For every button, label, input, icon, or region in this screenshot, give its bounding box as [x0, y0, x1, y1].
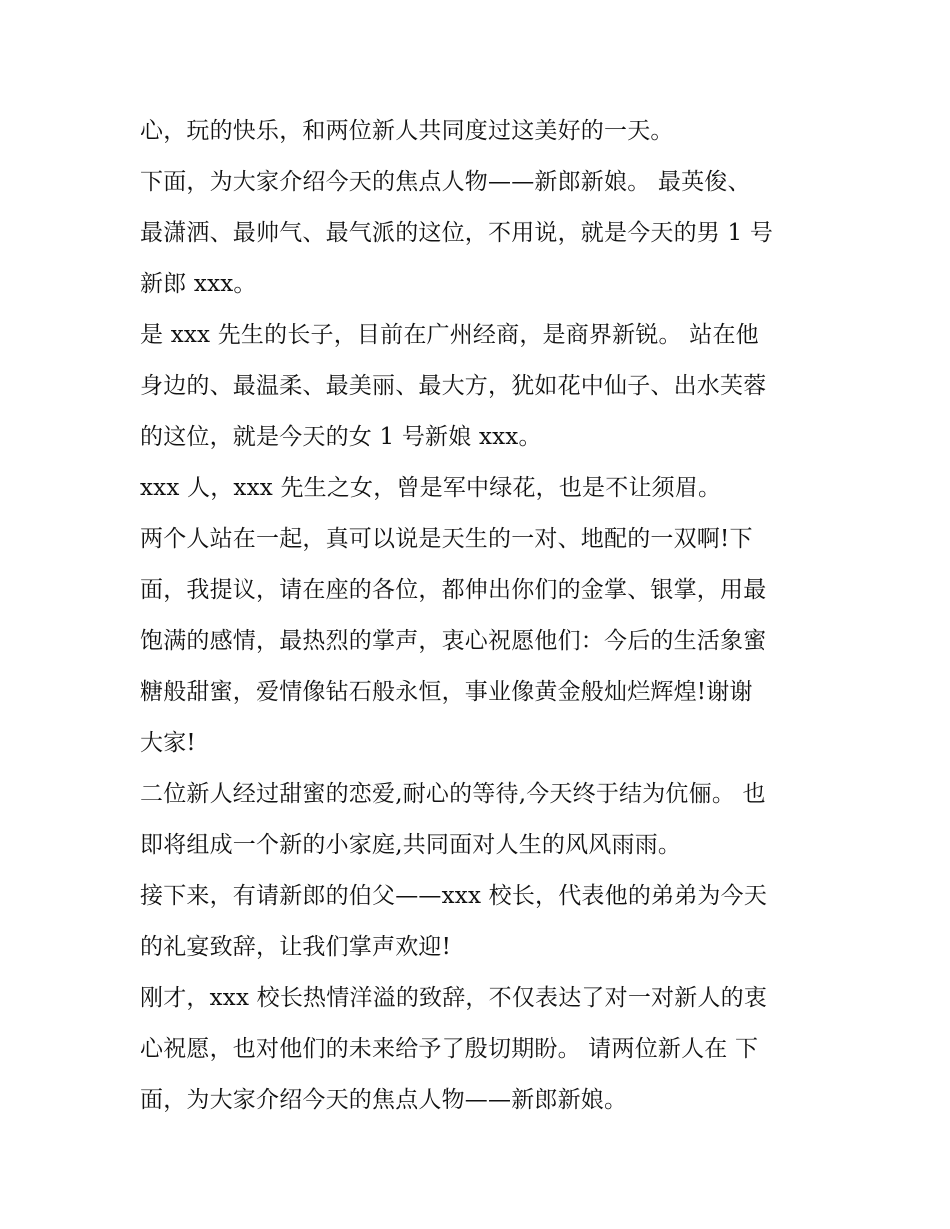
text-line: 面，为大家介绍今天的焦点人物——新郎新娘。: [140, 1087, 628, 1113]
text-line: 心，玩的快乐，和两位新人共同度过这美好的一天。: [140, 118, 674, 144]
text-line: 下面，为大家介绍今天的焦点人物——新郎新娘。 最英俊、: [140, 169, 751, 195]
text-line: 二位新人经过甜蜜的恋爱,耐心的等待,今天终于结为伉俪。 也: [140, 781, 766, 807]
text-line: 糖般甜蜜，爱情像钻石般永恒，事业像黄金般灿烂辉煌!谢谢: [140, 679, 753, 705]
text-line: 心祝愿，也对他们的未来给予了殷切期盼。 请两位新人在 下: [140, 1036, 759, 1062]
text-line: xxx 人，xxx 先生之女，曾是军中绿花，也是不让须眉。: [140, 475, 722, 501]
text-line: 身边的、最温柔、最美丽、最大方，犹如花中仙子、出水芙蓉: [140, 373, 767, 399]
text-line: 的礼宴致辞，让我们掌声欢迎!: [140, 934, 452, 960]
text-line: 的这位，就是今天的女 1 号新娘 xxx。: [140, 424, 542, 450]
text-line: 刚才，xxx 校长热情洋溢的致辞，不仅表达了对一对新人的衷: [140, 985, 768, 1011]
text-line: 最潇洒、最帅气、最气派的这位，不用说，就是今天的男 1 号: [140, 220, 774, 246]
text-line: 接下来，有请新郎的伯父——xxx 校长，代表他的弟弟为今天: [140, 883, 768, 909]
text-line: 大家!: [140, 730, 196, 756]
text-line: 即将组成一个新的小家庭,共同面对人生的风风雨雨。: [140, 832, 682, 858]
text-line: 新郎 xxx。: [140, 271, 257, 297]
text-line: 面，我提议，请在座的各位，都伸出你们的金掌、银掌，用最: [140, 577, 767, 603]
text-line: 两个人站在一起，真可以说是天生的一对、地配的一双啊!下: [140, 526, 753, 552]
body-text: [140, 106, 820, 1126]
text-line: 饱满的感情，最热烈的掌声，衷心祝愿他们：今后的生活象蜜: [140, 628, 767, 654]
text-line: 是 xxx 先生的长子，目前在广州经商，是商界新锐。 站在他: [140, 322, 759, 348]
